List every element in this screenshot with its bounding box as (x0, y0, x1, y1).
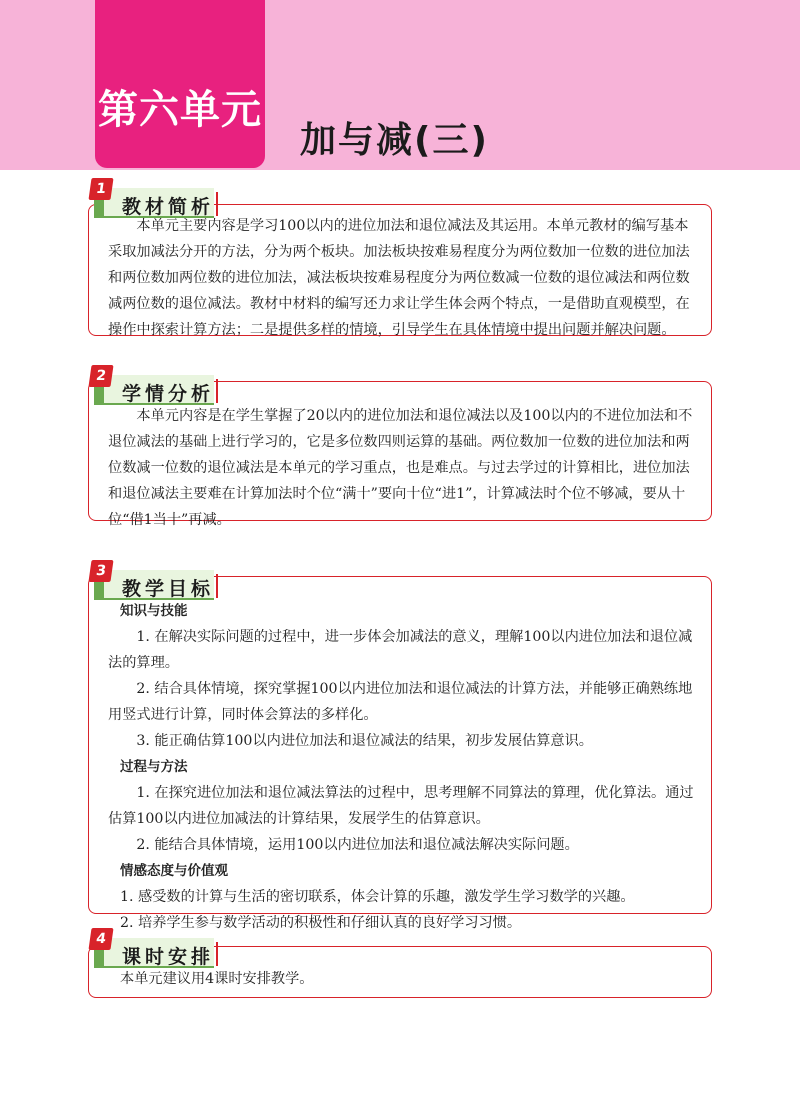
section-paragraph: 本单元内容是在学生掌握了20以内的进位加法和退位减法以及100以内的不进位加法和不退位减法的基础上进行学习的，它是多位数四则运算的基础。两位数加一位数的进位加法和两位数减一位数的退位减法是本单元的学习重点，也是难点。与过去学过的计算相比，进位加法和退位减法主要难在计算加法时个位“满十”要向十位“进1”，计算减法时个位不够减，要从十位“借1当十”再减。 (108, 408, 693, 528)
heading-tick (216, 942, 218, 966)
unit-title: 加与减(三) (300, 120, 489, 161)
section-number-badge: 2 (88, 365, 113, 387)
group-heading: 知识与技能 (120, 603, 188, 619)
section-body (108, 403, 698, 533)
section-learning-analysis (88, 365, 712, 528)
section-title: 教学目标 (122, 578, 215, 600)
section-textbook-analysis (88, 178, 712, 336)
group-heading: 过程与方法 (120, 759, 188, 775)
goal-item: 2. 培养学生参与数学活动的积极性和仔细认真的良好学习习惯。 (120, 915, 522, 931)
section-number-badge: 1 (88, 178, 113, 200)
section-body (108, 598, 698, 936)
section-title: 学情分析 (122, 383, 215, 405)
section-number-badge: 3 (88, 560, 113, 582)
heading-tick (216, 574, 218, 598)
heading-tick (216, 379, 218, 403)
goal-item: 3. 能正确估算100以内进位加法和退位减法的结果，初步发展估算意识。 (136, 733, 593, 749)
goal-item: 1. 感受数的计算与生活的密切联系，体会计算的乐趣，激发学生学习数学的兴趣。 (120, 889, 635, 905)
goal-item: 1. 在解决实际问题的过程中，进一步体会加减法的意义，理解100以内进位加法和退位减法的算理。 (108, 629, 693, 671)
section-body (108, 213, 698, 343)
section-paragraph: 本单元主要内容是学习100以内的进位加法和退位减法及其运用。本单元教材的编写基本采取加减法分开的方法，分为两个板块。加法板块按难易程度分为两位数加一位数的进位加法和两位数加两位数的进位加法，减法板块按难易程度分为两位数减一位数的退位减法和两位数减两位数的退位减法。教材中材料的编写还力求让学生体会两个特点，一是借助直观模型，在操作中探索计算方法；二是提供多样的情境，引导学生在具体情境中提出问题并解决问题。 (108, 218, 690, 338)
section-title: 课时安排 (122, 946, 215, 968)
goal-item: 1. 在探究进位加法和退位减法算法的过程中，思考理解不同算法的算理，优化算法。通过估算100以内进位加减法的计算结果，发展学生的估算意识。 (108, 785, 694, 827)
unit-label: 第六单元 (98, 87, 262, 133)
section-title: 教材简析 (122, 196, 215, 218)
group-heading: 情感态度与价值观 (120, 863, 228, 879)
section-number-badge: 4 (88, 928, 113, 950)
section-lesson-schedule (88, 928, 712, 1000)
section-body (108, 966, 698, 992)
goal-item: 2. 结合具体情境，探究掌握100以内进位加法和退位减法的计算方法，并能够正确熟练地用竖式进行计算，同时体会算法的多样化。 (108, 681, 693, 723)
section-teaching-goals (88, 560, 712, 931)
goal-item: 2. 能结合具体情境，运用100以内进位加法和退位减法解决实际问题。 (136, 837, 579, 853)
section-paragraph: 本单元建议用4课时安排教学。 (120, 971, 314, 987)
